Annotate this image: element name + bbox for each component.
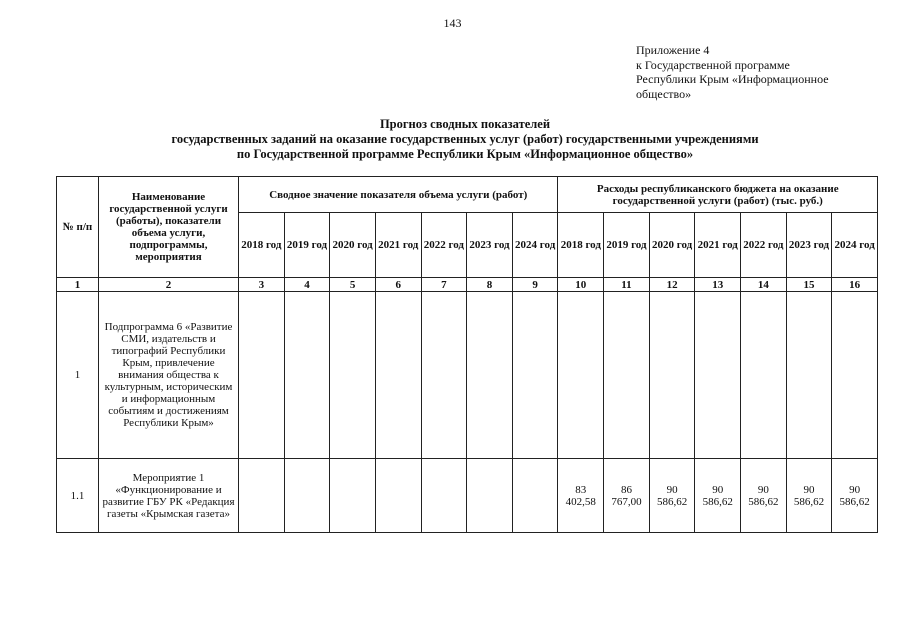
- year-header: 2022 год: [421, 213, 467, 278]
- row-number: 1.1: [57, 459, 99, 533]
- title-line: государственных заданий на оказание государственных услуг (работ) государственными учреждениями: [171, 132, 759, 146]
- header-name: Наименование государственной услуги (работы), показатели объема услуги, подпрограммы, мероприятия: [99, 177, 239, 278]
- budget-cell: 86 767,00: [604, 459, 650, 533]
- column-number: 7: [421, 278, 467, 292]
- budget-cell: [604, 292, 650, 459]
- table-row: [57, 292, 878, 459]
- column-number: 15: [786, 278, 832, 292]
- column-number: 3: [239, 278, 285, 292]
- year-header: 2019 год: [284, 213, 330, 278]
- header-volume-group: Сводное значение показателя объема услуги (работ): [239, 177, 558, 213]
- title-line: Прогноз сводных показателей: [379, 117, 551, 131]
- column-number: 9: [512, 278, 558, 292]
- budget-cell: 90 586,62: [649, 459, 695, 533]
- appendix-line: Республики Крым «Информационное: [636, 72, 829, 86]
- year-header: 2024 год: [832, 213, 878, 278]
- year-header: 2020 год: [330, 213, 376, 278]
- budget-cell: 90 586,62: [786, 459, 832, 533]
- column-number: 14: [741, 278, 787, 292]
- column-number-row: [57, 278, 878, 292]
- appendix-line: Приложение 4: [636, 43, 710, 57]
- budget-cell: [649, 292, 695, 459]
- budget-cell: [741, 292, 787, 459]
- volume-cell: [330, 292, 376, 459]
- row-name: Подпрограмма 6 «Развитие СМИ, издательств и типографий Республики Крым, привлечение внимания общества к культурным, историческим и информационным событиям и достижениям Республики Крым»: [99, 292, 239, 459]
- row-name: Мероприятие 1 «Функционирование и развитие ГБУ РК «Редакция газеты «Крымская газета»: [99, 459, 239, 533]
- year-header: 2018 год: [558, 213, 604, 278]
- volume-cell: [239, 459, 285, 533]
- title-line: по Государственной программе Республики Крым «Информационное общество»: [236, 147, 694, 161]
- year-header: 2021 год: [375, 213, 421, 278]
- document-title: [60, 117, 870, 162]
- year-header: 2022 год: [741, 213, 787, 278]
- column-number: 5: [330, 278, 376, 292]
- column-number: 4: [284, 278, 330, 292]
- volume-cell: [421, 292, 467, 459]
- year-header: 2023 год: [786, 213, 832, 278]
- year-header: 2024 год: [512, 213, 558, 278]
- appendix-note: [636, 43, 876, 101]
- column-number: 16: [832, 278, 878, 292]
- volume-cell: [421, 459, 467, 533]
- header-number: № п/п: [57, 177, 99, 278]
- budget-cell: [558, 292, 604, 459]
- page-number: 143: [443, 16, 462, 30]
- column-number: 2: [99, 278, 239, 292]
- volume-cell: [375, 459, 421, 533]
- budget-cell: [786, 292, 832, 459]
- volume-cell: [239, 292, 285, 459]
- column-number: 6: [375, 278, 421, 292]
- year-header: 2021 год: [695, 213, 741, 278]
- budget-cell: 90 586,62: [832, 459, 878, 533]
- budget-cell: [832, 292, 878, 459]
- budget-cell: [695, 292, 741, 459]
- volume-cell: [284, 459, 330, 533]
- column-number: 10: [558, 278, 604, 292]
- year-header: 2023 год: [467, 213, 513, 278]
- budget-cell: 90 586,62: [741, 459, 787, 533]
- table-row: [57, 459, 878, 533]
- indicators-table: [56, 176, 878, 533]
- column-number: 1: [57, 278, 99, 292]
- year-header: 2018 год: [239, 213, 285, 278]
- appendix-line: к Государственной программе: [636, 57, 790, 72]
- budget-cell: 83 402,58: [558, 459, 604, 533]
- volume-cell: [375, 292, 421, 459]
- appendix-line: общество»: [636, 86, 692, 101]
- year-header: 2019 год: [604, 213, 650, 278]
- volume-cell: [467, 459, 513, 533]
- header-budget-group: Расходы республиканского бюджета на оказание государственной услуги (работ) (тыс. руб.): [558, 177, 878, 213]
- volume-cell: [330, 459, 376, 533]
- column-number: 12: [649, 278, 695, 292]
- row-number: 1: [57, 292, 99, 459]
- budget-cell: 90 586,62: [695, 459, 741, 533]
- column-number: 11: [604, 278, 650, 292]
- year-header: 2020 год: [649, 213, 695, 278]
- volume-cell: [512, 459, 558, 533]
- volume-cell: [467, 292, 513, 459]
- column-number: 8: [467, 278, 513, 292]
- volume-cell: [284, 292, 330, 459]
- column-number: 13: [695, 278, 741, 292]
- volume-cell: [512, 292, 558, 459]
